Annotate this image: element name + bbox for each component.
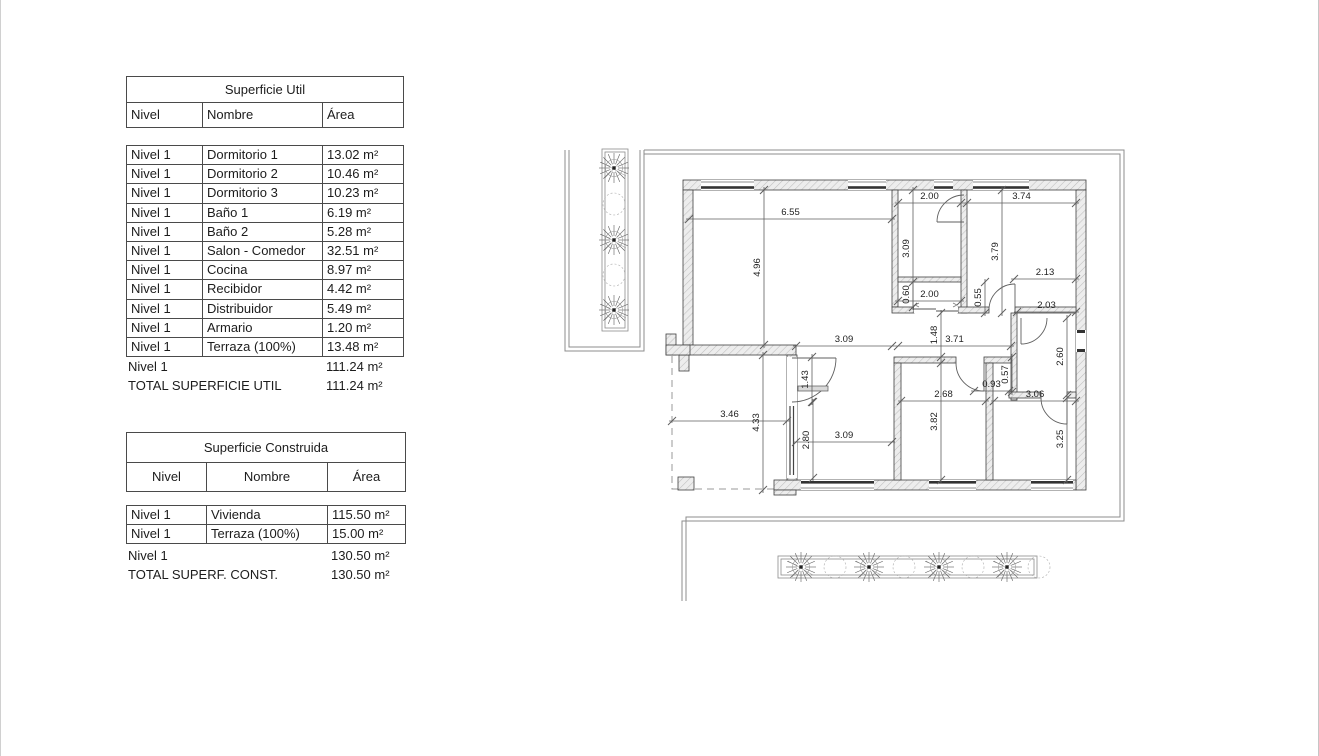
table-cell: Nivel 1	[131, 338, 171, 354]
table-cell: 115.50 m²	[327, 506, 405, 524]
dimension-label: 3.06	[1025, 389, 1045, 400]
terrace-outline	[672, 356, 787, 489]
table-cell: Terraza (100%)	[206, 525, 327, 543]
bush-symbol	[603, 193, 625, 215]
floor-plan	[1, 0, 1319, 756]
dimension-label: 6.55	[781, 207, 800, 218]
dimension-label: 3.09	[834, 334, 854, 345]
tree-symbol	[786, 552, 816, 582]
dimension-label: 3.46	[720, 409, 739, 420]
table-cell: Nivel 1	[131, 166, 171, 182]
dimension-label: 2.13	[1035, 267, 1055, 278]
table-cell: 4.42 m²	[322, 280, 404, 298]
table-cell: 15.00 m²	[327, 525, 405, 543]
col-header-nombre: Nombre	[202, 103, 322, 127]
dimension-label: 3.09	[901, 239, 912, 258]
tree-symbol	[599, 153, 629, 183]
table-cell: Nivel 1	[131, 242, 171, 258]
table-cell: Nivel 1	[131, 300, 171, 316]
dimension-label: 2.68	[934, 389, 953, 400]
tree-symbol	[854, 552, 884, 582]
col-header-area: Área	[327, 463, 405, 491]
table-cell: 5.28 m²	[322, 223, 404, 241]
table-cell: 13.48 m²	[322, 338, 404, 356]
dimension-label: 3.82	[929, 412, 940, 431]
dimension-label: 0.57	[1000, 365, 1011, 384]
dimension-label: 2.80	[801, 430, 812, 450]
tree-symbol	[599, 295, 629, 325]
table-cell: 5.49 m²	[322, 300, 404, 318]
table-cell: Dormitorio 2	[202, 165, 322, 183]
subtotal-value: 130.50 m²	[331, 548, 390, 563]
table-cell: 10.23 m²	[322, 184, 404, 202]
total-label: TOTAL SUPERFICIE UTIL	[128, 378, 282, 393]
dimensions	[668, 186, 1080, 494]
table-cell: 6.19 m²	[322, 204, 404, 222]
col-header-nombre: Nombre	[206, 463, 327, 491]
dimension-label: 4.96	[752, 258, 763, 277]
table-cell: 32.51 m²	[322, 242, 404, 260]
table-cell: Dormitorio 3	[202, 184, 322, 202]
dimension-label: 3.09	[834, 430, 854, 441]
table-cell: Nivel 1	[131, 223, 171, 239]
bush-symbol	[603, 264, 625, 286]
table-cell: 13.02 m²	[322, 146, 404, 164]
table-cell: Recibidor	[202, 280, 322, 298]
dimension-label: 2.60	[1055, 347, 1066, 366]
table-cell: Terraza (100%)	[202, 338, 322, 356]
table-cell: Salon - Comedor	[202, 242, 322, 260]
table-cell: 1.20 m²	[322, 319, 404, 337]
total-label: TOTAL SUPERF. CONST.	[128, 567, 279, 582]
table-cell: Nivel 1	[131, 262, 171, 278]
superficie-util-title: Superficie Util	[127, 77, 403, 103]
dimension-label: 3.79	[990, 242, 1001, 261]
dimension-label: 2.00	[920, 191, 939, 202]
dimension-label: 4.33	[751, 413, 762, 432]
dimension-label: 0.55	[973, 288, 984, 307]
table-cell: 8.97 m²	[322, 261, 404, 279]
table-cell: Baño 1	[202, 204, 322, 222]
trees	[599, 153, 1050, 582]
property-boundary	[565, 150, 1124, 601]
table-cell: Nivel 1	[131, 185, 171, 201]
sliding-door	[914, 303, 958, 313]
table-cell: Nivel 1	[131, 319, 171, 335]
tree-symbol	[992, 552, 1022, 582]
table-cell: Nivel 1	[131, 147, 171, 162]
dimension-label: 3.25	[1055, 429, 1066, 449]
planter-frames	[602, 149, 1037, 578]
tree-symbol	[599, 225, 629, 255]
dimension-label: 1.48	[929, 325, 940, 345]
dimension-label: 2.00	[920, 289, 939, 300]
walls	[666, 180, 1086, 495]
subtotal-label: Nivel 1	[128, 548, 168, 563]
subtotal-label: Nivel 1	[128, 359, 168, 374]
dimension-label: 0.60	[901, 285, 912, 304]
col-header-nivel: Nivel	[152, 469, 181, 484]
table-cell: Distribuidor	[202, 300, 322, 318]
tree-symbol	[924, 552, 954, 582]
dimension-label: 3.74	[1012, 191, 1031, 202]
total-value: 111.24 m²	[326, 378, 383, 393]
dimension-label: 0.93	[982, 379, 1001, 390]
table-cell: Dormitorio 1	[202, 146, 322, 164]
table-cell: Baño 2	[202, 223, 322, 241]
superficie-construida-title: Superficie Construida	[127, 433, 405, 463]
table-cell: Nivel 1	[131, 281, 171, 297]
col-header-area: Área	[322, 103, 404, 127]
table-cell: Armario	[202, 319, 322, 337]
col-header-nivel: Nivel	[131, 107, 160, 122]
table-cell: Nivel 1	[131, 526, 171, 542]
dimension-label: 2.03	[1037, 300, 1056, 311]
table-cell: Vivienda	[206, 506, 327, 524]
total-value: 130.50 m²	[331, 567, 390, 582]
subtotal-value: 111.24 m²	[326, 359, 383, 374]
table-cell: Nivel 1	[131, 204, 171, 220]
table-cell: Nivel 1	[131, 507, 171, 522]
table-cell: 10.46 m²	[322, 165, 404, 183]
table-cell: Cocina	[202, 261, 322, 279]
dimension-label: 3.71	[945, 334, 964, 345]
dimension-label: 1.43	[800, 370, 811, 389]
